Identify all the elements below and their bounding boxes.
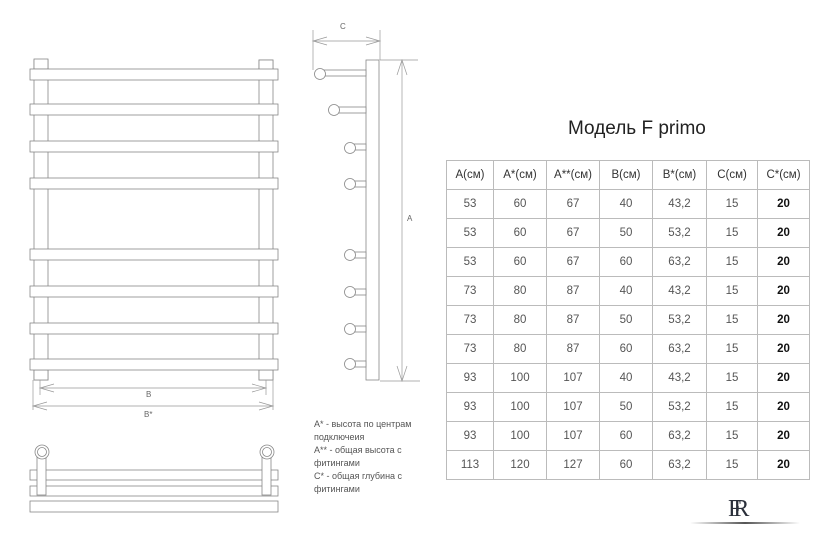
cell: 63,2	[653, 422, 707, 451]
cell: 87	[547, 277, 600, 306]
cell: 107	[547, 422, 600, 451]
cell: 63,2	[653, 451, 707, 480]
cell: 100	[494, 364, 547, 393]
logo-icon	[690, 493, 800, 529]
legend-item: C* - общая глубина с фитингами	[314, 471, 403, 494]
cell: 107	[547, 364, 600, 393]
cell: 15	[707, 451, 758, 480]
model-title: Модель F primo	[568, 118, 706, 139]
brand-logo	[690, 493, 800, 529]
cell: 15	[707, 219, 758, 248]
dimension-label-b-star: B*	[144, 410, 153, 419]
cell: 100	[494, 422, 547, 451]
cell: 20	[758, 248, 810, 277]
cell: 60	[600, 422, 653, 451]
spec-table	[446, 160, 810, 480]
cell: 87	[547, 335, 600, 364]
cell: 63,2	[653, 335, 707, 364]
table-row	[447, 277, 810, 306]
table-row	[447, 248, 810, 277]
cell: 60	[494, 248, 547, 277]
table-row	[447, 364, 810, 393]
cell: 43,2	[653, 190, 707, 219]
cell: 93	[447, 393, 494, 422]
cell: 60	[600, 335, 653, 364]
side-vertical-pipe	[366, 60, 379, 380]
legend-item: A* - высота по центрам подключеия	[314, 419, 412, 442]
cell: 40	[600, 277, 653, 306]
cell: 87	[547, 306, 600, 335]
table-row	[447, 422, 810, 451]
cell: 93	[447, 422, 494, 451]
cell: 15	[707, 393, 758, 422]
cell: 60	[494, 190, 547, 219]
col-header: A*(см)	[494, 161, 547, 190]
cell: 40	[600, 364, 653, 393]
cell: 53,2	[653, 393, 707, 422]
col-header: A**(см)	[547, 161, 600, 190]
cell: 15	[707, 335, 758, 364]
cell: 80	[494, 335, 547, 364]
col-header: B(см)	[600, 161, 653, 190]
cell: 53,2	[653, 219, 707, 248]
cell: 67	[547, 248, 600, 277]
cell: 113	[447, 451, 494, 480]
cell: 107	[547, 393, 600, 422]
dimension-label-a: A	[407, 214, 413, 223]
cell: 20	[758, 335, 810, 364]
cell: 53,2	[653, 306, 707, 335]
legend-item: A** - общая высота с фитингами	[314, 445, 402, 468]
cell: 20	[758, 364, 810, 393]
cell: 53	[447, 190, 494, 219]
col-header: B*(см)	[653, 161, 707, 190]
cell: 60	[600, 451, 653, 480]
cell: 120	[494, 451, 547, 480]
cell: 67	[547, 190, 600, 219]
cell: 60	[600, 248, 653, 277]
dimension-label-b: B	[146, 390, 152, 399]
cell: 60	[494, 219, 547, 248]
cell: 100	[494, 393, 547, 422]
table-header-row	[447, 161, 810, 190]
cell: 63,2	[653, 248, 707, 277]
cell: 15	[707, 248, 758, 277]
legend	[314, 418, 444, 496]
cell: 15	[707, 364, 758, 393]
cell: 50	[600, 219, 653, 248]
cell: 127	[547, 451, 600, 480]
cell: 20	[758, 422, 810, 451]
cell: 15	[707, 306, 758, 335]
table-row	[447, 335, 810, 364]
cell: 73	[447, 306, 494, 335]
table-row	[447, 190, 810, 219]
cell: 43,2	[653, 277, 707, 306]
table-row	[447, 219, 810, 248]
cell: 53	[447, 219, 494, 248]
table-row	[447, 306, 810, 335]
cell: 20	[758, 306, 810, 335]
cell: 67	[547, 219, 600, 248]
cell: 50	[600, 306, 653, 335]
cell: 80	[494, 277, 547, 306]
cell: 20	[758, 277, 810, 306]
col-header: C*(см)	[758, 161, 810, 190]
cell: 20	[758, 393, 810, 422]
col-header: A(см)	[447, 161, 494, 190]
cell: 73	[447, 277, 494, 306]
table-row	[447, 393, 810, 422]
dimension-label-c: C	[340, 22, 346, 31]
cell: 93	[447, 364, 494, 393]
cell: 80	[494, 306, 547, 335]
cell: 43,2	[653, 364, 707, 393]
cell: 20	[758, 219, 810, 248]
cell: 15	[707, 422, 758, 451]
col-header: C(см)	[707, 161, 758, 190]
cell: 20	[758, 451, 810, 480]
cell: 73	[447, 335, 494, 364]
cell: 20	[758, 190, 810, 219]
cell: 53	[447, 248, 494, 277]
table-row	[447, 451, 810, 480]
logo-text: FR	[728, 496, 742, 522]
cell: 15	[707, 277, 758, 306]
cell: 50	[600, 393, 653, 422]
cell: 15	[707, 190, 758, 219]
cell: 40	[600, 190, 653, 219]
